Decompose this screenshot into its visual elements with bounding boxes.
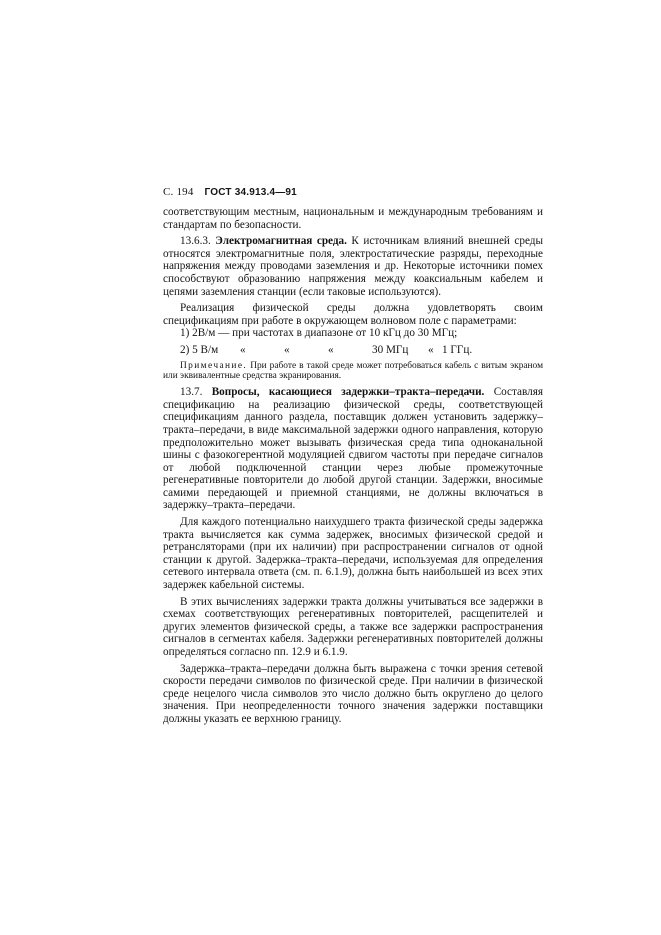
paragraph-worst-path: Для каждого потенциально наихудшего тракта физической среды задержка тракта вычисляется как сумма задержек, вносимых физической средой и ретрансляторами (при их наличии) при распространении сигналов от одной станции к другой. Задержка–тракта–передачи, используемая для определения сетевого интервала ответа (см. п. 6.1.9), должна быть наибольшей из всех этих задержек кабельной системы.: [163, 516, 543, 592]
section-text: К источникам влияний внешней среды относятся электромагнитные поля, электростатические разряды, переходные напряжения между проводами заземления и др. Некоторые источники помех способствуют образованию напряжения между коаксиальным кабелем и цепями заземления станции (если таковые используются).: [163, 235, 544, 298]
ditto-mark: «: [240, 343, 246, 356]
section-13-7: [163, 386, 543, 512]
list-item-2-label: 2) 5 В/м: [180, 343, 219, 356]
section-title: Электромагнитная среда.: [215, 235, 347, 248]
list-item-2-from: 30 МГц: [372, 343, 409, 356]
note-text: При работе в такой среде может потребоваться кабель с витым экраном или эквивалентные средства экранирования.: [163, 360, 544, 382]
parameter-list: [163, 327, 543, 356]
ditto-mark: «: [284, 343, 290, 356]
page-number: 194: [176, 186, 194, 198]
list-item-2: [163, 344, 543, 357]
paragraph-continuation: соответствующим местным, национальным и международным требованиям и стандартам по безопасности.: [163, 206, 543, 231]
note-label: Примечание.: [180, 360, 248, 371]
section-number: 13.6.3.: [180, 235, 211, 248]
section-number: 13.7.: [180, 386, 203, 399]
paragraph-expression: Задержка–тракта–передачи должна быть выражена с точки зрения сетевой скорости передачи символов по физической среде. При наличии в физической среде нецелого числа символов это число должно быть округлено до целого значения. При неопределенности точного значения задержки поставщики должны указать ее верхнюю границу.: [163, 662, 543, 725]
list-item-1: 1) 2В/м — при частотах в диапазоне от 10 кГц до 30 МГц;: [180, 327, 458, 340]
note: [163, 361, 543, 383]
paragraph-requirements: Реализация физической среды должна удовлетворять своим спецификациям при работе в окружающем волновом поле с параметрами:: [163, 302, 543, 327]
section-title: Вопросы, касающиеся задержки–тракта–передачи.: [211, 386, 485, 399]
ditto-mark: «: [428, 343, 434, 356]
standard-code: ГОСТ 34.913.4—91: [204, 187, 297, 198]
paragraph-calculations: В этих вычислениях задержки тракта должны учитываться все задержки в схемах соответствующих регенеративных повторителей, расщепителей и других элементов физической среды, а также все задержки распространения сигналов в сегментах кабеля. Задержки регенеративных повторителей должны определяться согласно пп. 12.9 и 6.1.9.: [163, 595, 543, 658]
section-13-6-3: [163, 235, 543, 298]
page-header: [163, 186, 297, 198]
page-prefix: С.: [163, 186, 174, 198]
ditto-mark: «: [328, 343, 334, 356]
list-item-2-to: 1 ГГц.: [442, 343, 473, 356]
section-text: Составляя спецификацию на реализацию физической среды, соответствующей спецификациям данного раздела, поставщик должен установить задержку–тракта–передачи, в виде максимальной задержки одного направления, которую предположительно может вызывать физическая среда типа одноканальной шины с фазокогерентной модуляцией сдвигом частоты при передаче сигналов от любой подключенной станции через любые промежуточные регенеративные повторители до любой другой станции. Задержки, вносимые самими передающей и приемной станциями, не должны включаться в задержку–тракта–передачи.: [163, 386, 543, 512]
body-text: [163, 206, 543, 730]
